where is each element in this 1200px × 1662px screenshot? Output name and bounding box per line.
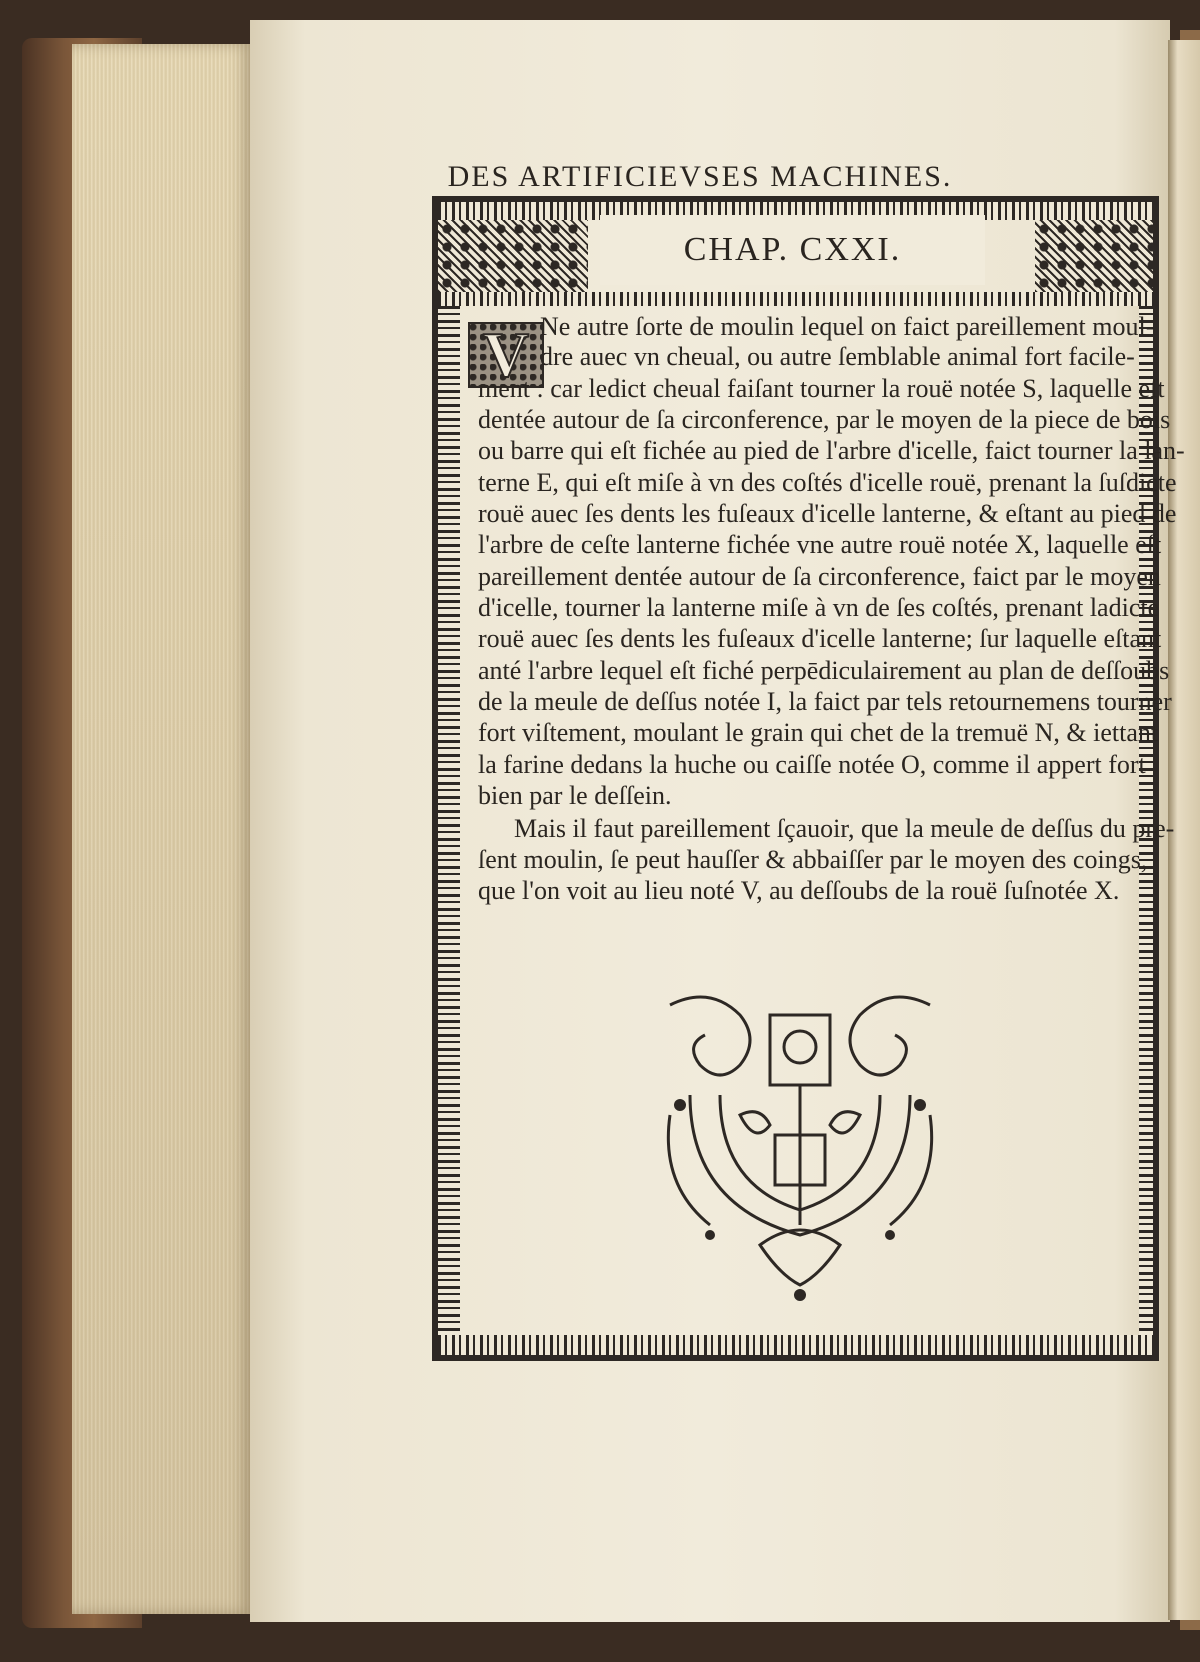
frame-left-band: [438, 306, 460, 1335]
text-line: ſent moulin, ſe peut hauſſer & abbaiſſer par le moyen des coings,: [478, 845, 1148, 874]
text-line: que l'on voit au lieu noté V, au deſſoubs de la rouë ſuſnotée X.: [478, 876, 1120, 905]
text-line: d'icelle, tourner la lanterne miſe à vn de ſes coſtés, prenant ladicte: [478, 593, 1160, 622]
chapter-heading: CHAP. CXXI.: [683, 231, 902, 268]
header-ornament-left: [438, 220, 588, 292]
text-line: ou barre qui eſt fichée au pied de l'arbre d'icelle, faict tourner la lan-: [478, 436, 1185, 465]
text-line: bien par le deſſein.: [478, 781, 672, 810]
chapter-heading-box: [600, 215, 985, 285]
page-fore-edge: [72, 44, 252, 1614]
text-line: rouë auec ſes dents les fuſeaux d'icelle lanterne; ſur laquelle eſtant: [478, 624, 1162, 653]
text-line: Mais il faut pareillement ſçauoir, que la meule de deſſus du pre-: [514, 814, 1175, 843]
text-line: l'arbre de ceſte lanterne fichée vne autre rouë notée X, laquelle eſt: [478, 530, 1162, 559]
frame-bottom-band: [438, 1335, 1153, 1355]
text-line: terne E, qui eſt miſe à vn des coſtés d'icelle rouë, prenant la ſuſdicte: [478, 468, 1177, 497]
text-line: de la meule de deſſus notée I, la faict par tels retournemens tourner: [478, 687, 1172, 716]
running-head: DES ARTIFICIEVSES MACHINES.: [447, 160, 953, 193]
frame-header-divider: [438, 292, 1153, 306]
text-line: ment : car ledict cheual faiſant tourner la rouë notée S, laquelle eſt: [478, 374, 1165, 403]
text-line: anté l'arbre lequel eſt fiché perpēdiculairement au plan de deſſoubs: [478, 656, 1170, 685]
text-line: dre auec vn cheual, ou autre ſemblable animal fort facile-: [540, 342, 1135, 371]
text-line: pareillement dentée autour de ſa circonference, faict par le moyen: [478, 562, 1161, 591]
text-line: fort viſtement, moulant le grain qui chet de la tremuë N, & iettant: [478, 718, 1159, 747]
text-line: rouë auec ſes dents les fuſeaux d'icelle lanterne, & eſtant au pied de: [478, 499, 1177, 528]
text-line: la farine dedans la huche ou caiſſe notée O, comme il appert fort: [478, 750, 1146, 779]
tailpiece-ornament: [650, 985, 950, 1305]
drop-cap-letter: V: [482, 319, 530, 390]
text-line: dentée autour de ſa circonference, par le moyen de la piece de bois: [478, 405, 1171, 434]
text-line: Ne autre ſorte de moulin lequel on faict pareillement moul-: [540, 312, 1155, 341]
header-ornament-right: [1035, 220, 1153, 292]
